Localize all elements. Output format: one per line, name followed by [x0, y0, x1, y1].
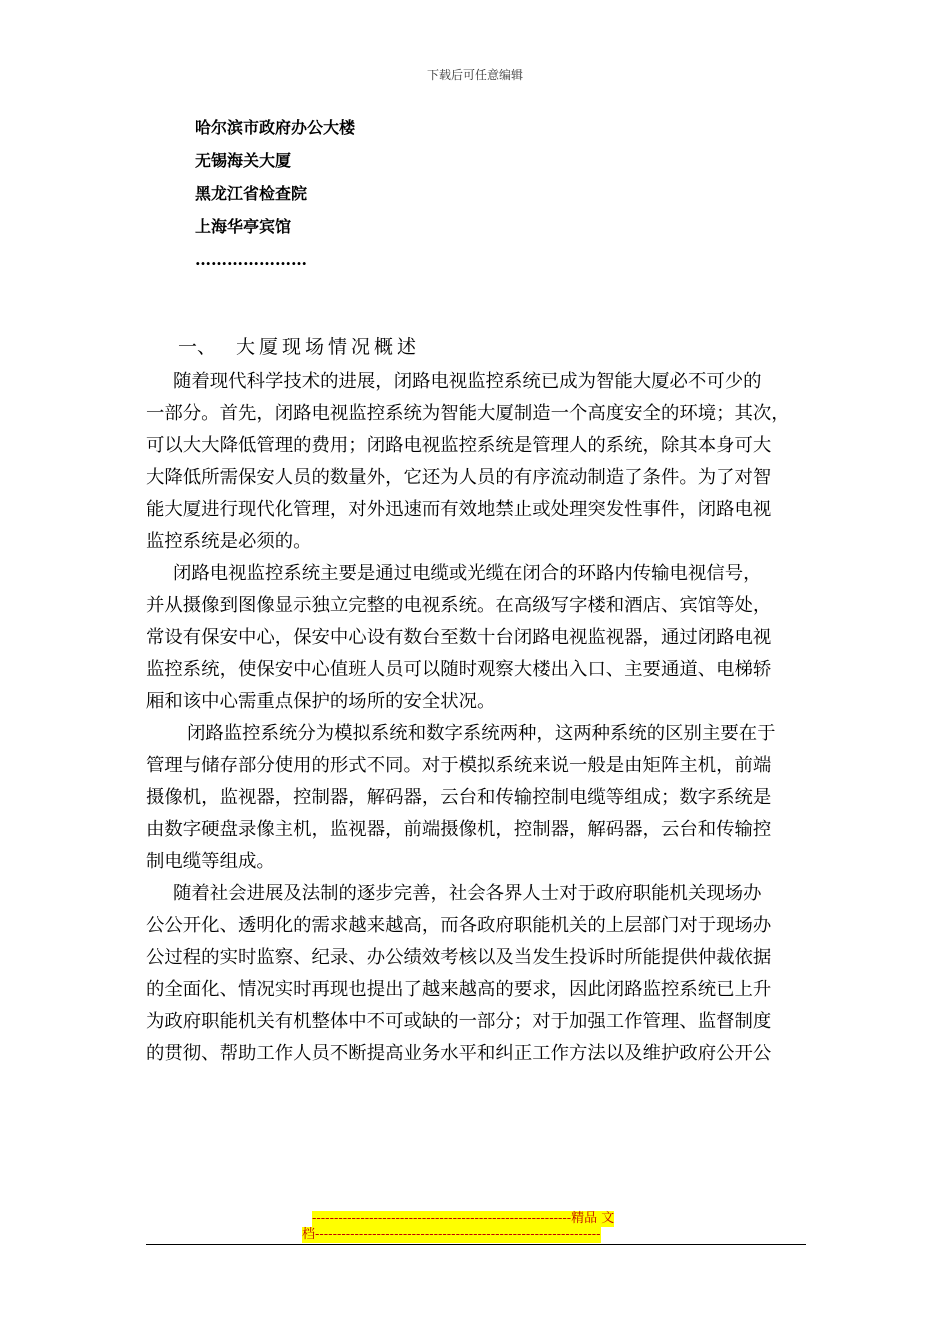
footer-watermark-line2: 档-----------------------------------------------------------------: [302, 1227, 601, 1242]
reference-item: 上海华亭宾馆: [195, 217, 292, 236]
reference-item: 黑龙江省检查院: [195, 184, 308, 203]
section-title: 大厦现场情况概述: [236, 336, 421, 358]
paragraph-line: 的全面化、情况实时再现也提出了越来越高的要求，因此闭路监控系统已上升: [146, 979, 772, 1000]
paragraph-line: 随着现代科学技术的进展，闭路电视监控系统已成为智能大厦必不可少的: [173, 371, 762, 392]
reference-ellipsis: …………………: [195, 250, 307, 269]
paragraph-line: 摄像机，监视器，控制器，解码器，云台和传输控制电缆等组成；数字系统是: [146, 787, 772, 808]
paragraph: [146, 718, 816, 878]
paragraph-line: 能大厦进行现代化管理，对外迅速而有效地禁止或处理突发性事件，闭路电视: [146, 499, 772, 520]
paragraph-line: 制电缆等组成。: [146, 851, 275, 872]
paragraph: [146, 878, 816, 1070]
reference-item: 哈尔滨市政府办公大楼: [195, 118, 356, 137]
paragraph-line: 大降低所需保安人员的数量外，它还为人员的有序流动制造了条件。为了对智: [146, 467, 772, 488]
section-heading: [178, 332, 420, 359]
paragraph-line: 管理与储存部分使用的形式不同。对于模拟系统来说一般是由矩阵主机，前端: [146, 755, 772, 776]
paragraph-line: 公公开化、透明化的需求越来越高，而各政府职能机关的上层部门对于现场办: [146, 915, 772, 936]
paragraph-line: 可以大大降低管理的费用；闭路电视监控系统是管理人的系统，除其本身可大: [146, 435, 772, 456]
paragraph-line: 闭路监控系统分为模拟系统和数字系统两种，这两种系统的区别主要在于: [187, 723, 776, 744]
page-header: 下载后可任意编辑: [426, 68, 523, 82]
footer-rule: [146, 1244, 806, 1245]
reference-list: [195, 116, 355, 281]
paragraph-line: 监控系统，使保安中心值班人员可以随时观察大楼出入口、主要通道、电梯轿: [146, 659, 772, 680]
paragraph-line: 由数字硬盘录像主机，监视器，前端摄像机，控制器，解码器，云台和传输控: [146, 819, 772, 840]
reference-item: 无锡海关大厦: [195, 151, 292, 170]
paragraph-line: 的贯彻、帮助工作人员不断提高业务水平和纠正工作方法以及维护政府公开公: [146, 1043, 772, 1064]
paragraph-line: 随着社会进展及法制的逐步完善，社会各界人士对于政府职能机关现场办: [173, 883, 762, 904]
paragraph-line: 常设有保安中心，保安中心设有数台至数十台闭路电视监视器，通过闭路电视: [146, 627, 772, 648]
section-number: 一、: [178, 336, 217, 358]
paragraph-line: 监控系统是必须的。: [146, 531, 312, 552]
paragraph-line: 厢和该中心需重点保护的场所的安全状况。: [146, 691, 496, 712]
paragraph-line: 并从摄像到图像显示独立完整的电视系统。在高级写字楼和酒店、宾馆等处，: [146, 595, 772, 616]
footer-watermark-line1: -----------------------------------------------------------精品 文: [312, 1211, 615, 1226]
body-text: [146, 366, 816, 1070]
paragraph-line: 公过程的实时监察、纪录、办公绩效考核以及当发生投诉时所能提供仲裁依据: [146, 947, 772, 968]
paragraph: [146, 366, 816, 558]
paragraph-line: 一部分。首先，闭路电视监控系统为智能大厦制造一个高度安全的环境；其次，: [146, 403, 790, 424]
paragraph-line: 为政府职能机关有机整体中不可或缺的一部分；对于加强工作管理、监督制度: [146, 1011, 772, 1032]
paragraph: [146, 558, 816, 718]
paragraph-line: 闭路电视监控系统主要是通过电缆或光缆在闭合的环路内传输电视信号，: [173, 563, 762, 584]
